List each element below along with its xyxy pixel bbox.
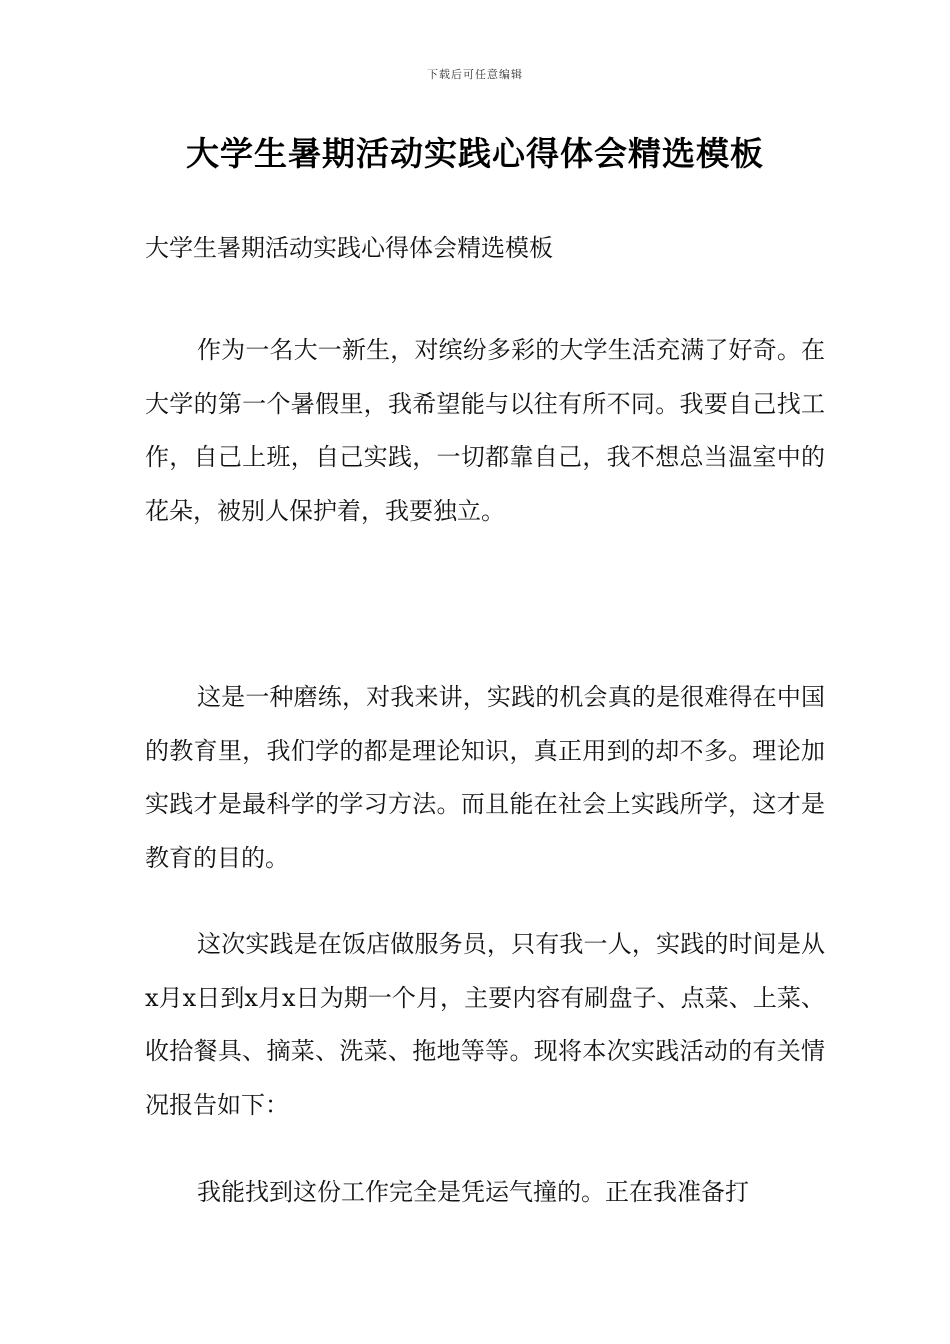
document-subtitle: 大学生暑期活动实践心得体会精选模板 — [145, 234, 553, 262]
paragraph: 作为一名大一新生，对缤纷多彩的大学生活充满了好奇。在大学的第一个暑假里，我希望能与以往有所不同。我要自己找工作，自己上班，自己实践，一切都靠自己，我不想总当温室中的花朵，被别人保护着，我要独立。 — [145, 336, 825, 525]
document-title: 大学生暑期活动实践心得体会精选模板 — [186, 134, 764, 173]
page-header-note: 下载后可任意编辑 — [427, 68, 523, 81]
paragraph: 这次实践是在饭店做服务员，只有我一人，实践的时间是从x月x日到x月x日为期一个月，主要内容有刷盘子、点菜、上菜、收拾餐具、摘菜、洗菜、拖地等等。现将本次实践活动的有关情况报告如下： — [145, 930, 825, 1119]
paragraph: 我能找到这份工作完全是凭运气撞的。正在我准备打 — [197, 1178, 749, 1206]
paragraph: 这是一种磨练，对我来讲，实践的机会真的是很难得在中国的教育里，我们学的都是理论知识，真正用到的却不多。理论加实践才是最科学的学习方法。而且能在社会上实践所学，这才是教育的目的。 — [145, 683, 825, 872]
